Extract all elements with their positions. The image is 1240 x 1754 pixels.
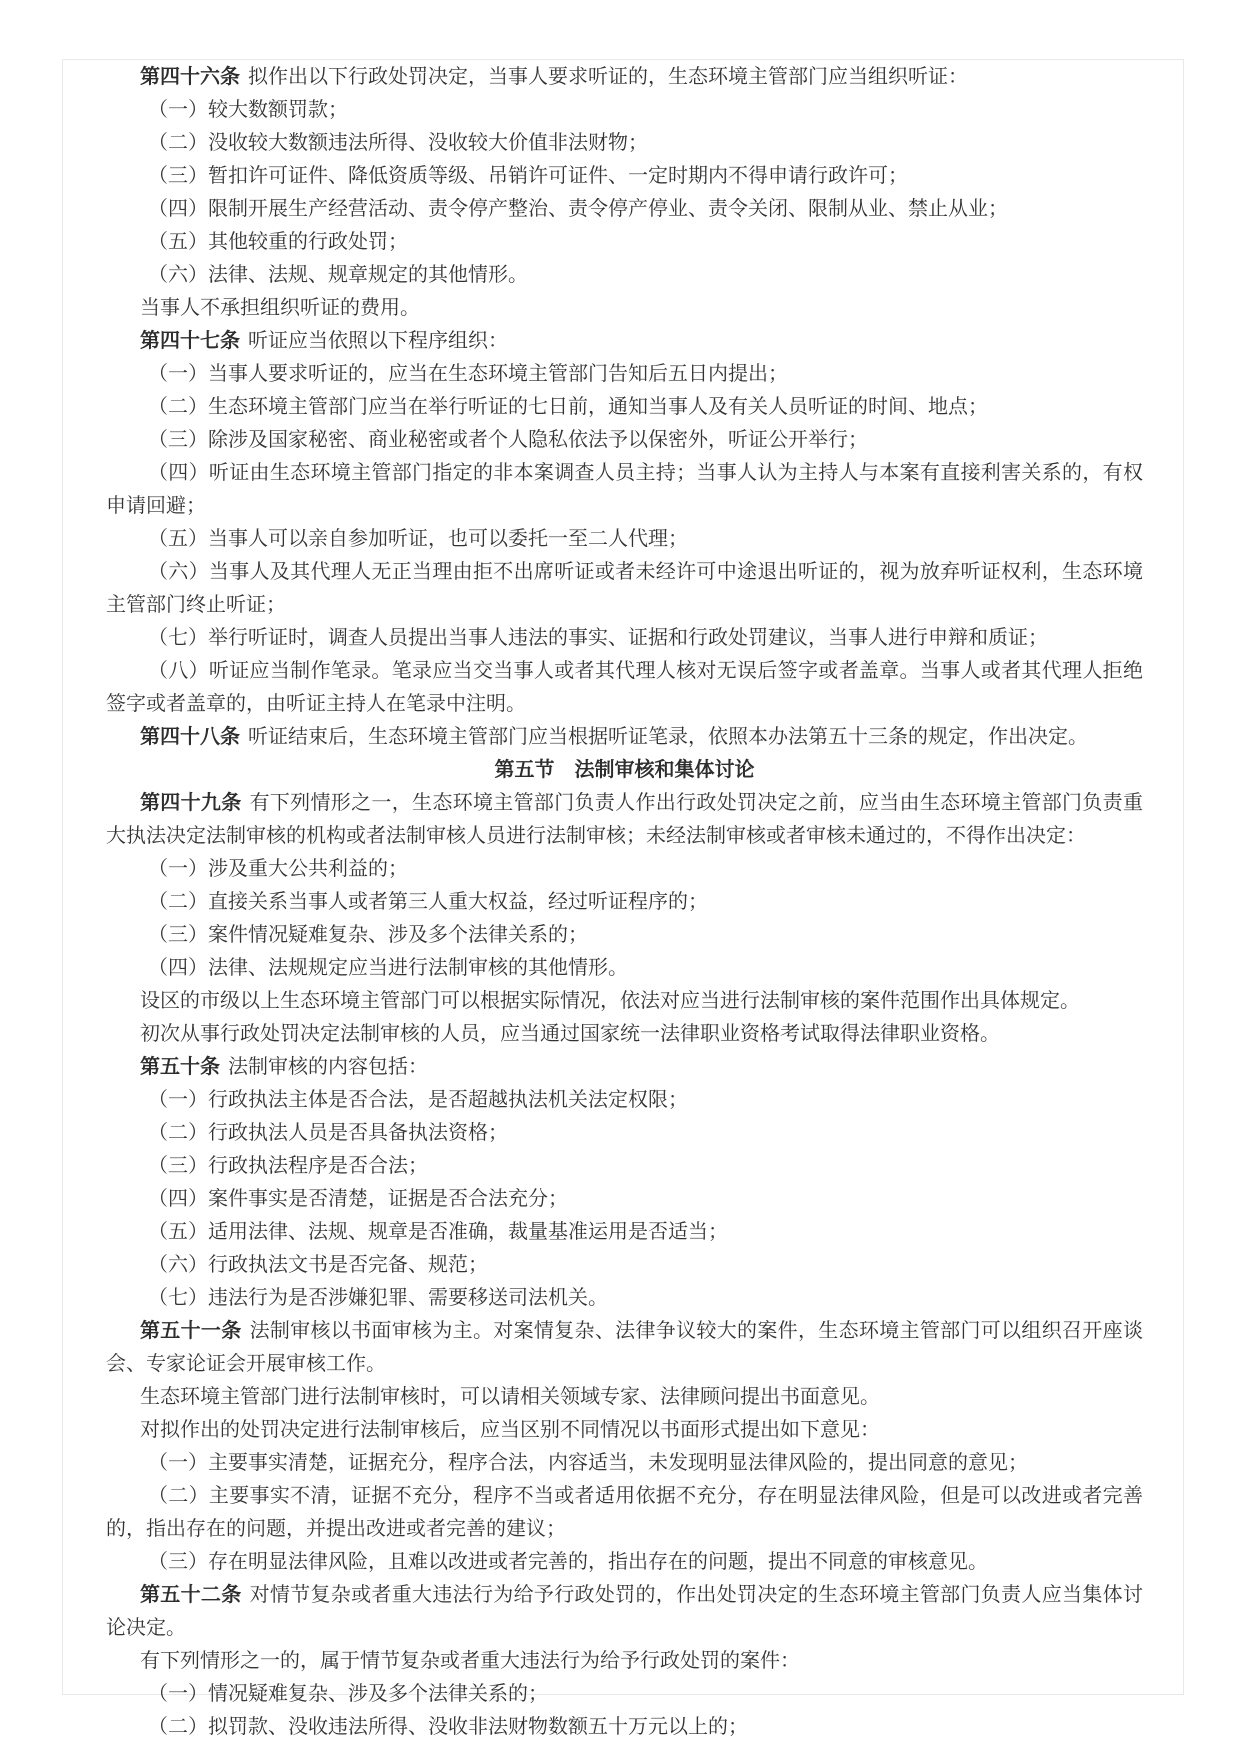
article-paragraph (106, 325, 1143, 358)
paragraph-text: （三）行政执法程序是否合法； (148, 1155, 428, 1177)
list-item-paragraph (106, 1711, 1143, 1744)
body-paragraph (106, 292, 1143, 325)
list-item-paragraph (106, 1678, 1143, 1711)
paragraph-text: 对拟作出的处罚决定进行法制审核后，应当区别不同情况以书面形式提出如下意见： (140, 1419, 880, 1441)
document-content (63, 60, 1183, 1738)
article-number: 第五十一条 (140, 1320, 242, 1342)
article-number: 第四十六条 (140, 66, 240, 88)
list-item-paragraph (106, 94, 1143, 127)
list-item-paragraph (106, 1480, 1143, 1546)
section-heading (106, 754, 1143, 787)
paragraph-text: （二）直接关系当事人或者第三人重大权益，经过听证程序的； (148, 891, 708, 913)
list-item-paragraph (106, 391, 1143, 424)
body-paragraph (106, 1381, 1143, 1414)
paragraph-text: 有下列情形之一的，属于情节复杂或者重大违法行为给予行政处罚的案件： (140, 1650, 800, 1672)
paragraph-text: （二）主要事实不清，证据不充分，程序不当或者适用依据不充分，存在明显法律风险，但是可以改进或者完善的，指出存在的问题，并提出改进或者完善的建议； (106, 1485, 1143, 1540)
paragraph-text: （六）行政执法文书是否完备、规范； (148, 1254, 488, 1276)
article-paragraph (106, 1315, 1143, 1381)
list-item-paragraph (106, 1249, 1143, 1282)
paragraph-text: （五）当事人可以亲自参加听证，也可以委托一至二人代理； (148, 528, 688, 550)
paragraph-text: 设区的市级以上生态环境主管部门可以根据实际情况，依法对应当进行法制审核的案件范围作出具体规定。 (140, 990, 1080, 1012)
paragraph-text: （七）举行听证时，调查人员提出当事人违法的事实、证据和行政处罚建议，当事人进行申辩和质证； (148, 627, 1048, 649)
list-item-paragraph (106, 226, 1143, 259)
paragraph-text: 法制审核的内容包括： (228, 1056, 428, 1078)
list-item-paragraph (106, 952, 1143, 985)
paragraph-text: （二）没收较大数额违法所得、没收较大价值非法财物； (148, 132, 648, 154)
list-item-paragraph (106, 358, 1143, 391)
paragraph-text: （六）法律、法规、规章规定的其他情形。 (148, 264, 528, 286)
article-paragraph (106, 787, 1143, 853)
paragraph-text: （四）法律、法规规定应当进行法制审核的其他情形。 (148, 957, 628, 979)
list-item-paragraph (106, 1183, 1143, 1216)
list-item-paragraph (106, 556, 1143, 622)
paragraph-text: （七）违法行为是否涉嫌犯罪、需要移送司法机关。 (148, 1287, 608, 1309)
paragraph-text: 对情节复杂或者重大违法行为给予行政处罚的，作出处罚决定的生态环境主管部门负责人应当集体讨论决定。 (106, 1584, 1143, 1639)
article-number: 第五十条 (140, 1056, 220, 1078)
article-paragraph (106, 1051, 1143, 1084)
list-item-paragraph (106, 1546, 1143, 1579)
paragraph-text: （六）当事人及其代理人无正当理由拒不出席听证或者未经许可中途退出听证的，视为放弃听证权利，生态环境主管部门终止听证； (106, 561, 1143, 616)
paragraph-text: （三）暂扣许可证件、降低资质等级、吊销许可证件、一定时期内不得申请行政许可； (148, 165, 908, 187)
list-item-paragraph (106, 457, 1143, 523)
list-item-paragraph (106, 919, 1143, 952)
paragraph-text: （二）生态环境主管部门应当在举行听证的七日前，通知当事人及有关人员听证的时间、地点； (148, 396, 988, 418)
document-page (62, 59, 1184, 1738)
list-item-paragraph (106, 1150, 1143, 1183)
paragraph-text: （三）存在明显法律风险，且难以改进或者完善的，指出存在的问题，提出不同意的审核意见。 (148, 1551, 988, 1573)
paragraph-text: （一）较大数额罚款； (148, 99, 348, 121)
paragraph-text: （三）除涉及国家秘密、商业秘密或者个人隐私依法予以保密外，听证公开举行； (148, 429, 868, 451)
paragraph-text: 听证应当依照以下程序组织： (248, 330, 508, 352)
body-paragraph (106, 1018, 1143, 1051)
list-item-paragraph (106, 655, 1143, 721)
paragraph-text: 生态环境主管部门进行法制审核时，可以请相关领域专家、法律顾问提出书面意见。 (140, 1386, 880, 1408)
list-item-paragraph (106, 193, 1143, 226)
paragraph-text: 听证结束后，生态环境主管部门应当根据听证笔录，依照本办法第五十三条的规定，作出决定。 (248, 726, 1088, 748)
paragraph-text: （一）涉及重大公共利益的； (148, 858, 408, 880)
paragraph-text: 法制审核以书面审核为主。对案情复杂、法律争议较大的案件，生态环境主管部门可以组织召开座谈会、专家论证会开展审核工作。 (106, 1320, 1143, 1375)
paragraph-text: 初次从事行政处罚决定法制审核的人员，应当通过国家统一法律职业资格考试取得法律职业资格。 (140, 1023, 1000, 1045)
list-item-paragraph (106, 259, 1143, 292)
article-paragraph (106, 61, 1143, 94)
paragraph-text: （二）拟罚款、没收违法所得、没收非法财物数额五十万元以上的； (148, 1716, 748, 1738)
list-item-paragraph (106, 1117, 1143, 1150)
paragraph-text: （一）主要事实清楚，证据充分，程序合法，内容适当，未发现明显法律风险的，提出同意的意见； (148, 1452, 1028, 1474)
list-item-paragraph (106, 622, 1143, 655)
list-item-paragraph (106, 1447, 1143, 1480)
article-number: 第四十八条 (140, 726, 240, 748)
body-paragraph (106, 985, 1143, 1018)
paragraph-text: （二）行政执法人员是否具备执法资格； (148, 1122, 508, 1144)
article-paragraph (106, 1579, 1143, 1645)
body-paragraph (106, 1645, 1143, 1678)
paragraph-text: （三）案件情况疑难复杂、涉及多个法律关系的； (148, 924, 588, 946)
list-item-paragraph (106, 1282, 1143, 1315)
paragraph-text: 当事人不承担组织听证的费用。 (140, 297, 420, 319)
paragraph-text: 拟作出以下行政处罚决定，当事人要求听证的，生态环境主管部门应当组织听证： (248, 66, 968, 88)
paragraph-text: （四）限制开展生产经营活动、责令停产整治、责令停产停业、责令关闭、限制从业、禁止从业； (148, 198, 1008, 220)
paragraph-text: （五）适用法律、法规、规章是否准确，裁量基准运用是否适当； (148, 1221, 728, 1243)
list-item-paragraph (106, 1216, 1143, 1249)
article-number: 第五十二条 (140, 1584, 242, 1606)
list-item-paragraph (106, 886, 1143, 919)
section-heading-text: 第五节 法制审核和集体讨论 (494, 759, 755, 781)
article-number: 第四十九条 (140, 792, 242, 814)
list-item-paragraph (106, 160, 1143, 193)
article-paragraph (106, 721, 1143, 754)
paragraph-text: 有下列情形之一，生态环境主管部门负责人作出行政处罚决定之前，应当由生态环境主管部门负责重大执法决定法制审核的机构或者法制审核人员进行法制审核；未经法制审核或者审核未通过的，不得作出决定： (106, 792, 1143, 847)
paragraph-text: （一）情况疑难复杂、涉及多个法律关系的； (148, 1683, 548, 1705)
list-item-paragraph (106, 424, 1143, 457)
paragraph-text: （四）听证由生态环境主管部门指定的非本案调查人员主持；当事人认为主持人与本案有直接利害关系的，有权申请回避； (106, 462, 1143, 517)
paragraph-text: （四）案件事实是否清楚，证据是否合法充分； (148, 1188, 568, 1210)
paragraph-text: （五）其他较重的行政处罚； (148, 231, 408, 253)
paragraph-text: （一）当事人要求听证的，应当在生态环境主管部门告知后五日内提出； (148, 363, 788, 385)
list-item-paragraph (106, 127, 1143, 160)
paragraph-text: （一）行政执法主体是否合法，是否超越执法机关法定权限； (148, 1089, 688, 1111)
paragraph-text: （八）听证应当制作笔录。笔录应当交当事人或者其代理人核对无误后签字或者盖章。当事人或者其代理人拒绝签字或者盖章的，由听证主持人在笔录中注明。 (106, 660, 1143, 715)
list-item-paragraph (106, 853, 1143, 886)
article-number: 第四十七条 (140, 330, 240, 352)
body-paragraph (106, 1414, 1143, 1447)
list-item-paragraph (106, 523, 1143, 556)
list-item-paragraph (106, 1084, 1143, 1117)
